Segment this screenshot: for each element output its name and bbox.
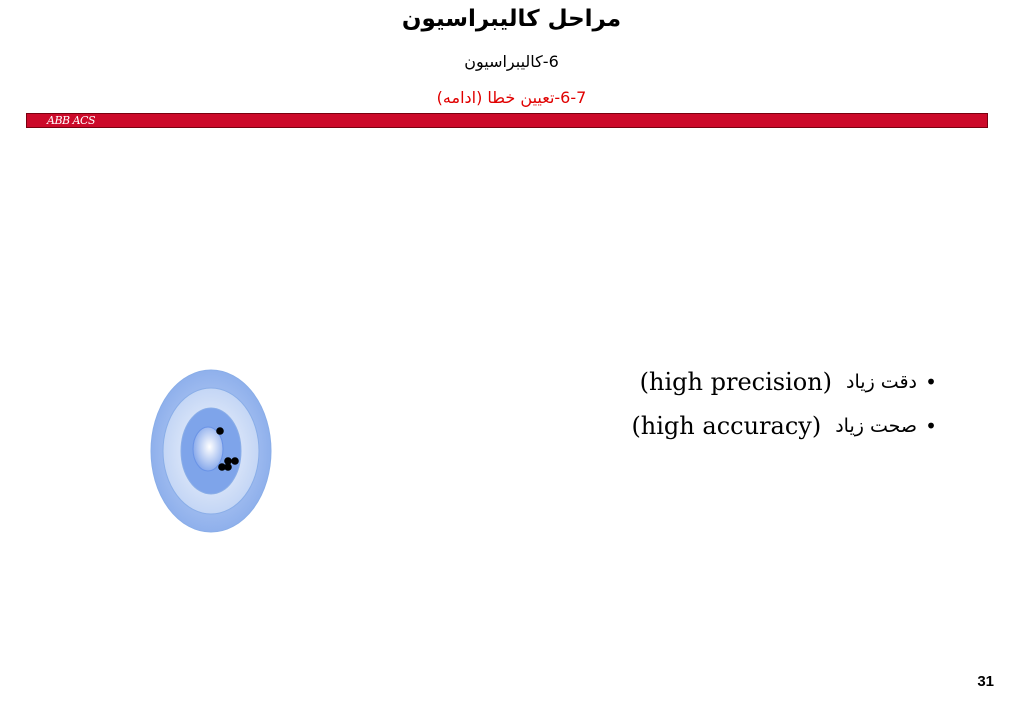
bullet-english-text: (high precision)	[639, 368, 833, 396]
hit-dot	[224, 463, 232, 471]
header-band	[26, 113, 988, 128]
section-heading: 6-7-تعیین خطا (ادامه)	[436, 88, 587, 107]
dartboard-target-icon	[146, 366, 276, 536]
bullet-precision	[520, 360, 945, 404]
bullet-accuracy	[520, 404, 945, 448]
bullet-dot-icon: •	[925, 370, 937, 394]
bullet-english-text: (high accuracy)	[631, 412, 822, 440]
slide-subtitle: 6-کالیبراسیون	[464, 52, 559, 71]
bullet-persian-text: دقت زیاد	[846, 371, 917, 393]
bullet-dot-icon: •	[925, 414, 937, 438]
hit-dot	[231, 457, 239, 465]
page-number: 31	[977, 673, 994, 690]
bullet-persian-text: صحت زیاد	[835, 415, 917, 437]
band-logo-text: ABB ACS	[47, 114, 96, 127]
bullet-list	[520, 360, 945, 448]
hit-dot	[216, 427, 224, 435]
slide-title: مراحل کالیبراسیون	[401, 6, 622, 32]
